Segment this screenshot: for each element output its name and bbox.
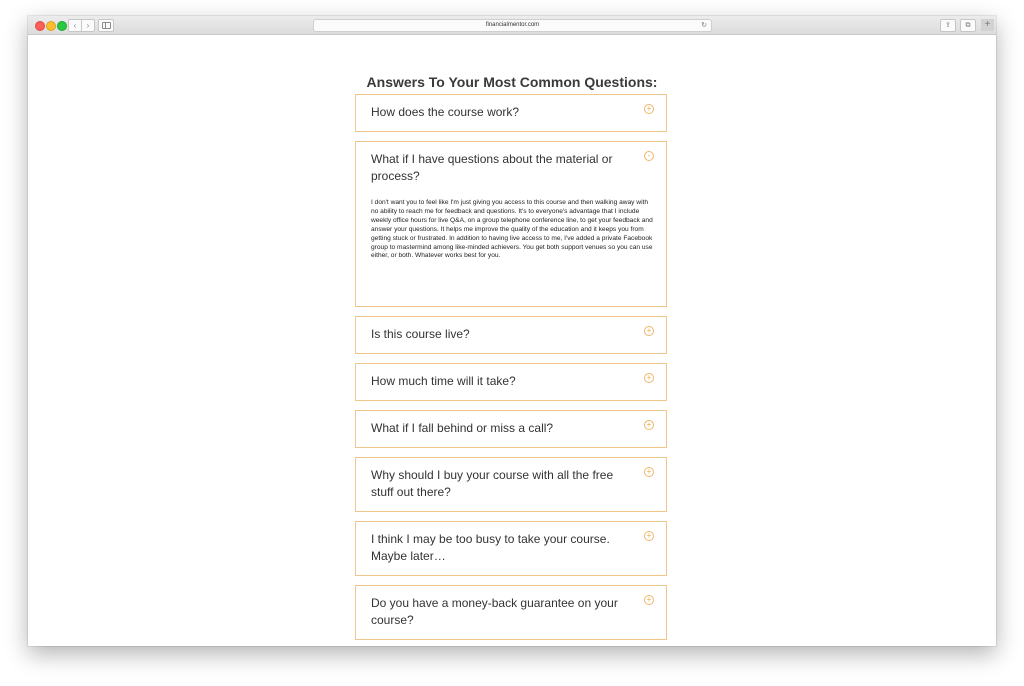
new-tab-button[interactable]: + (981, 19, 994, 31)
forward-button[interactable]: › (81, 19, 95, 32)
close-window-button[interactable] (35, 21, 45, 31)
faq-question: Why should I buy your course with all the free stuff out there? (371, 468, 614, 499)
reload-icon[interactable]: ↻ (701, 22, 707, 29)
faq-item-how-course-works[interactable] (355, 94, 667, 132)
address-bar[interactable] (313, 19, 712, 32)
expand-plus-icon[interactable]: + (644, 595, 654, 605)
back-button[interactable]: ‹ (68, 19, 82, 32)
faq-question: How does the course work? (371, 105, 520, 119)
sidebar-toggle-button[interactable] (98, 19, 114, 32)
show-tabs-button[interactable]: ⧉ (960, 19, 976, 32)
faq-item-too-busy[interactable] (355, 521, 667, 576)
expand-plus-icon[interactable]: + (644, 104, 654, 114)
share-button[interactable]: ⇪ (940, 19, 956, 32)
browser-window (28, 16, 996, 646)
expand-plus-icon[interactable]: + (644, 531, 654, 541)
faq-item-questions-about-material[interactable] (355, 141, 667, 307)
faq-item-how-much-time[interactable] (355, 363, 667, 401)
zoom-window-button[interactable] (57, 21, 67, 31)
faq-question: Do you have a money-back guarantee on your course? (371, 596, 618, 627)
faq-question: Is this course live? (371, 327, 470, 341)
expand-plus-icon[interactable]: + (644, 373, 654, 383)
faq-item-fall-behind[interactable] (355, 410, 667, 448)
minimize-window-button[interactable] (46, 21, 56, 31)
faq-question: What if I fall behind or miss a call? (371, 421, 554, 435)
expand-plus-icon[interactable]: + (644, 467, 654, 477)
faq-question: What if I have questions about the material or process? (371, 152, 613, 183)
faq-question: I think I may be too busy to take your course. Maybe later… (371, 532, 610, 563)
expand-plus-icon[interactable]: + (644, 420, 654, 430)
sidebar-icon (102, 22, 111, 29)
faq-question: How much time will it take? (371, 374, 516, 388)
page-title: Answers To Your Most Common Questions: (366, 74, 658, 90)
page-content (28, 35, 996, 646)
faq-item-money-back-guarantee[interactable] (355, 585, 667, 640)
faq-item-why-buy-course[interactable] (355, 457, 667, 512)
browser-toolbar (28, 16, 996, 35)
expand-plus-icon[interactable]: + (644, 326, 654, 336)
collapse-minus-icon[interactable]: - (644, 151, 654, 161)
faq-answer: I don't want you to feel like I'm just giving you access to this course and then walking away with no ability to reach me for feedback and questions. It's to everyone's advantage that I include weekly office hours for live Q&A, on a group telephone conference line, to get your feedback and answer your questions. It helps me improve the quality of the education and it keeps you from getting stuck or frustrated. In addition to having live access to me, I've added a private Facebook group to mastermind among like-minded achievers. You get both support venues so you can use either, or both. Whatever works best for you. (371, 199, 653, 260)
address-bar-url: financialmentor.com (485, 22, 540, 28)
faq-item-is-course-live[interactable] (355, 316, 667, 354)
